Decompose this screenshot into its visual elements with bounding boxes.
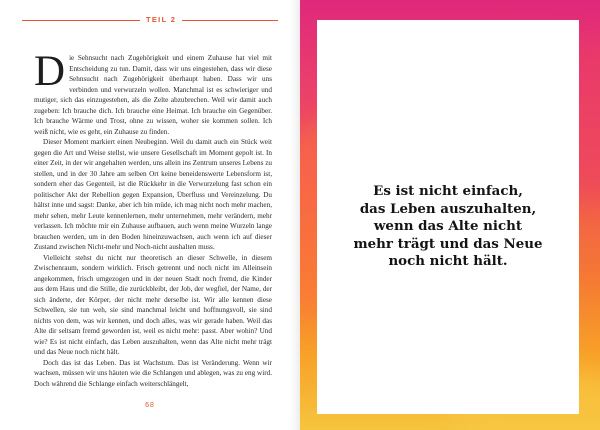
dropcap: D xyxy=(34,48,66,95)
gutter-shadow xyxy=(290,0,300,430)
paragraph-1-text: ie Sehnsucht nach Zugehörigkeit und einem Zuhause hat viel mit Entscheidung zu tun. Damit, dass wir uns eingestehen, dass wir diese Sehnsucht nach Zugehörigkeit überhaupt haben. Dass wir uns verbinden und verwurzeln wollen. Manchmal ist es schwieriger und mutiger, sich das einzugestehen, als die Zelte abzubrechen. Weil wir damit auch zugeben: Ich brauche dich. Ich brauche eine Heimat. Ich brauche ein Gegenüber. Ich brauche Wärme und Trost, ohne zu wissen, woher sie kommen sollen. Ich weiß nicht, wie es geht, ein Zuhause zu finden. xyxy=(34,54,272,136)
paragraph-3: Vielleicht stehst du nicht nur theoretisch an dieser Schwelle, in diesem Zwischenraum, sondern wirklich. Frisch getrennt und noch nicht im Alleinsein angekommen, frisch umgezogen und in der neuen Stadt noch fremd, die Kinder aus dem Haus und die Stille, die zurückbleibt, der Job, der wegfiel, der Name, der sich änderte, der Körper, der nicht mehr derselbe ist. Wir alle kennen diese Schwellen, sie tun weh, sie sind manchmal leicht und hoffnungsvoll, sie sind nichts von dem, was wir kennen, und doch alles, was wir gerade haben. Weil das Alte dir seltsam fremd geworden ist, weil es nicht mehr: passt. Aber wohin? Und wie? Es ist nicht einfach, das Leben auszuhalten, wenn das Alte nicht mehr trägt und das Neue noch nicht hält. xyxy=(34,253,272,356)
body-text xyxy=(34,48,272,389)
quote-line: das Leben auszuhalten, xyxy=(359,200,537,217)
right-page xyxy=(300,0,600,430)
paragraph-1 xyxy=(34,48,272,137)
quote-panel xyxy=(317,20,579,414)
quote-line: mehr trägt und das Neue xyxy=(353,235,543,252)
quote-line: noch nicht hält. xyxy=(388,253,508,269)
part-label: TEIL 2 xyxy=(140,15,182,24)
page-number: 68 xyxy=(145,402,155,409)
pull-quote xyxy=(317,183,579,271)
paragraph-2: Dieser Moment markiert einen Neubeginn. Weil du damit auch ein Stück weit gegen die Art und Weise stellst, wie unsere Gesellschaft im Moment gepolt ist. In einer Zeit, in der wir angehalten werden, uns allein ins Zentrum unseres Lebens zu stellen, und in der 30 Jahre am selben Ort keine beneidenswerte Lebensform ist, sondern eher das Gegenteil, ist die Rückkehr in die Verwurzelung fast schon ein politischer Akt der Rebellion gegen Expansion, Überfluss und Vereinzelung. Du hältst inne und sagst: Danke, aber ich bin müde, ich mag nicht noch mehr machen, mehr sehen, mehr Leute kennenlernen, mehr unternehmen, mehr verändern, mehr verlassen. Ich möchte mir ein Zuhause aufbauen, auch wenn meine Wurzeln lange brauchen werden, um in den Boden hineinzuwachsen, auch wenn ich auf dieser Zustand zwischen Nicht-mehr und Noch-nicht aushalten muss. xyxy=(34,138,272,251)
quote-line: Es ist nicht einfach, xyxy=(373,183,523,199)
quote-line: wenn das Alte nicht xyxy=(373,218,523,234)
paragraph-4: Doch das ist das Leben. Das ist Wachstum. Das ist Veränderung. Wenn wir wachsen, müssen wir uns häuten wie die Schlangen und ablegen, was zu eng wird. Doch während die Schlange einfach weiterschlängelt, xyxy=(34,358,272,388)
